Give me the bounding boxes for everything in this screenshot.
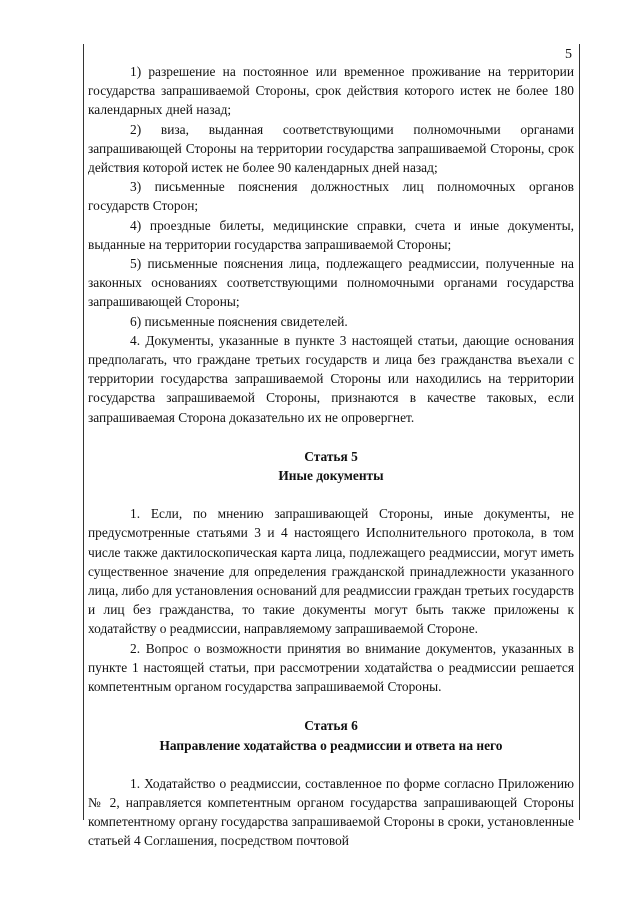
article-5-title: Иные документы: [278, 468, 384, 484]
article-5-paragraph-1: 1. Если, по мнению запрашивающей Стороны, иные документы, не предусмотренные статьями 3 и 4 настоящего Исполнительного протокола, в том числе также дактилоскопическая карта лица, подлежащего реадмиссии, могут иметь существенное значение для определения гражданской принадлежности указанного лица, либо для установления оснований для реадмиссии граждан третьих государств и лиц без гражданства, то такие документы могут быть также приложены к ходатайству о реадмиссии, направляемому запрашиваемой Стороне.: [88, 506, 574, 637]
paragraph-residence-permit: 1) разрешение на постоянное или временное проживание на территории государства запрашиваемой Стороны, срок действия которого истек не более 180 календарных дней назад;: [88, 64, 574, 118]
article-5-paragraph-2: 2. Вопрос о возможности принятия во внимание документов, указанных в пункте 1 настоящей статьи, при рассмотрении ходатайства о реадмиссии решается компетентным органом государства запрашиваемой Стороны.: [88, 640, 574, 695]
paragraph-visa: 2) виза, выданная соответствующими полномочными органами запрашивающей Стороны на территории государства запрашиваемой Стороны, срок действия которой истек не более 90 календарных дней назад;: [88, 121, 574, 176]
document-body: [88, 62, 574, 851]
paragraph-tickets: 4) проездные билеты, медицинские справки, счета и иные документы, выданные на территории государства запрашиваемой Стороны;: [88, 217, 574, 252]
article-6-title: Направление ходатайства о реадмиссии и ответа на него: [159, 737, 503, 753]
paragraph-person-explanations: 5) письменные пояснения лица, подлежащего реадмиссии, полученные на законных основаниях соответствующими полномочными органами государства запрашивающей Стороны;: [88, 256, 574, 310]
paragraph-witness-explanations: 6) письменные пояснения свидетелей.: [130, 313, 348, 329]
article-5-number: Статья 5: [304, 448, 358, 464]
article-6-paragraph-1: 1. Ходатайство о реадмиссии, составленное по форме согласно Приложению № 2, направляется компетентным органом государства запрашивающей Стороны компетентному органу государства запрашиваемой Стороны в сроки, установленные статьей 4 Соглашения, посредством почтовой: [88, 775, 574, 849]
paragraph-point-4: 4. Документы, указанные в пункте 3 настоящей статьи, дающие основания предполагать, что граждане третьих государств и лица без гражданства въехали с территории государства запрашиваемой Стороны или находились на территории государства запрашиваемой Стороны, признаются в качестве таковых, если запрашиваемая Сторона доказательно их не опровергнет.: [88, 332, 574, 425]
paragraph-official-explanations: 3) письменные пояснения должностных лиц полномочных органов государств Сторон;: [88, 179, 574, 214]
article-6-number: Статья 6: [304, 718, 358, 734]
page-number: 5: [565, 47, 572, 62]
